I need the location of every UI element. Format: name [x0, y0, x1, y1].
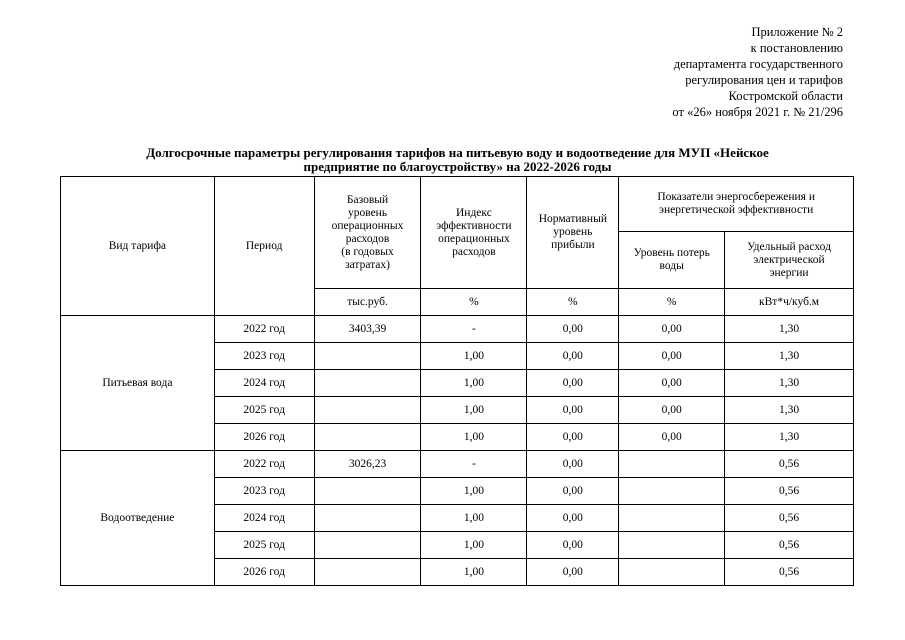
base-level-cell	[314, 397, 421, 424]
header-power-line: энергии	[769, 266, 809, 279]
power-consumption-cell: 1,30	[725, 424, 854, 451]
base-level-cell	[314, 370, 421, 397]
water-loss-cell	[619, 505, 725, 532]
header-profit-line: Нормативный	[538, 213, 607, 225]
header-efficiency-index	[421, 177, 527, 289]
header-tariff-type: Вид тарифа	[61, 177, 215, 316]
base-level-cell	[314, 532, 421, 559]
period-cell: 2022 год	[214, 316, 314, 343]
header-line: регулирования цен и тарифов	[685, 73, 843, 87]
header-efficiency-line: Индекс	[456, 206, 492, 219]
water-loss-cell: 0,00	[619, 424, 725, 451]
header-profit-line: уровень	[553, 226, 593, 238]
power-consumption-cell: 0,56	[725, 478, 854, 505]
profit-level-cell: 0,00	[527, 397, 619, 424]
profit-level-cell: 0,00	[527, 343, 619, 370]
period-cell: 2026 год	[214, 559, 314, 586]
title-line-2: предприятие по благоустройству» на 2022-2026 годы	[303, 159, 612, 174]
period-cell: 2024 год	[214, 505, 314, 532]
header-profit-line: прибыли	[551, 239, 595, 251]
profit-level-cell: 0,00	[527, 451, 619, 478]
water-loss-cell: 0,00	[619, 343, 725, 370]
table-row	[61, 451, 854, 478]
power-consumption-cell: 0,56	[725, 559, 854, 586]
header-power-line: электрической	[753, 253, 825, 266]
profit-level-cell: 0,00	[527, 316, 619, 343]
efficiency-index-cell: 1,00	[421, 370, 527, 397]
header-period: Период	[214, 177, 314, 316]
profit-level-cell: 0,00	[527, 478, 619, 505]
header-energy-line: энергетической эффективности	[659, 204, 814, 216]
efficiency-index-cell: 1,00	[421, 424, 527, 451]
water-loss-cell: 0,00	[619, 370, 725, 397]
parameters-table	[60, 176, 854, 586]
period-cell: 2023 год	[214, 478, 314, 505]
efficiency-index-cell: -	[421, 316, 527, 343]
water-loss-cell: 0,00	[619, 397, 725, 424]
water-loss-cell	[619, 559, 725, 586]
power-consumption-cell: 0,56	[725, 505, 854, 532]
efficiency-index-cell: 1,00	[421, 397, 527, 424]
header-base-level-line: операционных	[331, 219, 404, 232]
header-base-level-line: расходов	[345, 232, 390, 245]
base-level-cell: 3026,23	[314, 451, 421, 478]
header-efficiency-line: эффективности	[436, 219, 512, 232]
header-line: Костромской области	[728, 89, 843, 103]
header-energy-line: Показатели энергосбережения и	[657, 191, 815, 203]
period-cell: 2023 год	[214, 343, 314, 370]
header-efficiency-line: расходов	[452, 245, 496, 258]
unit-profit-level: %	[527, 289, 619, 316]
profit-level-cell: 0,00	[527, 370, 619, 397]
power-consumption-cell: 0,56	[725, 532, 854, 559]
efficiency-index-cell: 1,00	[421, 343, 527, 370]
tariff-type-cell: Питьевая вода	[61, 316, 215, 451]
unit-base-level: тыс.руб.	[314, 289, 421, 316]
power-consumption-cell: 0,56	[725, 451, 854, 478]
base-level-cell: 3403,39	[314, 316, 421, 343]
header-base-level-line: затратах)	[345, 258, 390, 271]
base-level-cell	[314, 424, 421, 451]
efficiency-index-cell: 1,00	[421, 505, 527, 532]
water-loss-cell	[619, 532, 725, 559]
base-level-cell	[314, 343, 421, 370]
header-profit-level	[527, 177, 619, 289]
power-consumption-cell: 1,30	[725, 343, 854, 370]
header-water-loss-line: воды	[659, 260, 684, 272]
document-title	[60, 146, 855, 174]
appendix-header	[672, 24, 843, 120]
title-line-1: Долгосрочные параметры регулирования тарифов на питьевую воду и водоотведение для МУП «Нейское	[146, 145, 769, 160]
header-line: департамента государственного	[673, 57, 843, 71]
header-line: Приложение № 2	[751, 25, 843, 39]
period-cell: 2025 год	[214, 397, 314, 424]
header-base-level-line: уровень	[347, 206, 388, 219]
header-power-consumption	[725, 232, 854, 289]
water-loss-cell: 0,00	[619, 316, 725, 343]
efficiency-index-cell: 1,00	[421, 532, 527, 559]
power-consumption-cell: 1,30	[725, 397, 854, 424]
base-level-cell	[314, 559, 421, 586]
power-consumption-cell: 1,30	[725, 370, 854, 397]
period-cell: 2025 год	[214, 532, 314, 559]
profit-level-cell: 0,00	[527, 505, 619, 532]
header-line: к постановлению	[750, 41, 843, 55]
header-base-level-line: (в годовых	[341, 245, 394, 258]
power-consumption-cell: 1,30	[725, 316, 854, 343]
efficiency-index-cell: 1,00	[421, 559, 527, 586]
period-cell: 2024 год	[214, 370, 314, 397]
header-energy-indicators	[619, 177, 854, 232]
header-power-line: Удельный расход	[747, 240, 831, 253]
header-water-loss-line: Уровень потерь	[633, 247, 710, 259]
efficiency-index-cell: -	[421, 451, 527, 478]
header-efficiency-line: операционных	[438, 232, 510, 245]
header-base-level	[314, 177, 421, 289]
base-level-cell	[314, 478, 421, 505]
profit-level-cell: 0,00	[527, 559, 619, 586]
water-loss-cell	[619, 451, 725, 478]
base-level-cell	[314, 505, 421, 532]
water-loss-cell	[619, 478, 725, 505]
table-row	[61, 316, 854, 343]
period-cell: 2022 год	[214, 451, 314, 478]
efficiency-index-cell: 1,00	[421, 478, 527, 505]
tariff-type-cell: Водоотведение	[61, 451, 215, 586]
unit-efficiency-index: %	[421, 289, 527, 316]
unit-power-consumption: кВт*ч/куб.м	[725, 289, 854, 316]
unit-water-loss: %	[619, 289, 725, 316]
profit-level-cell: 0,00	[527, 424, 619, 451]
header-water-loss	[619, 232, 725, 289]
header-line: от «26» ноября 2021 г. № 21/296	[672, 105, 843, 119]
profit-level-cell: 0,00	[527, 532, 619, 559]
header-base-level-line: Базовый	[346, 193, 389, 206]
period-cell: 2026 год	[214, 424, 314, 451]
